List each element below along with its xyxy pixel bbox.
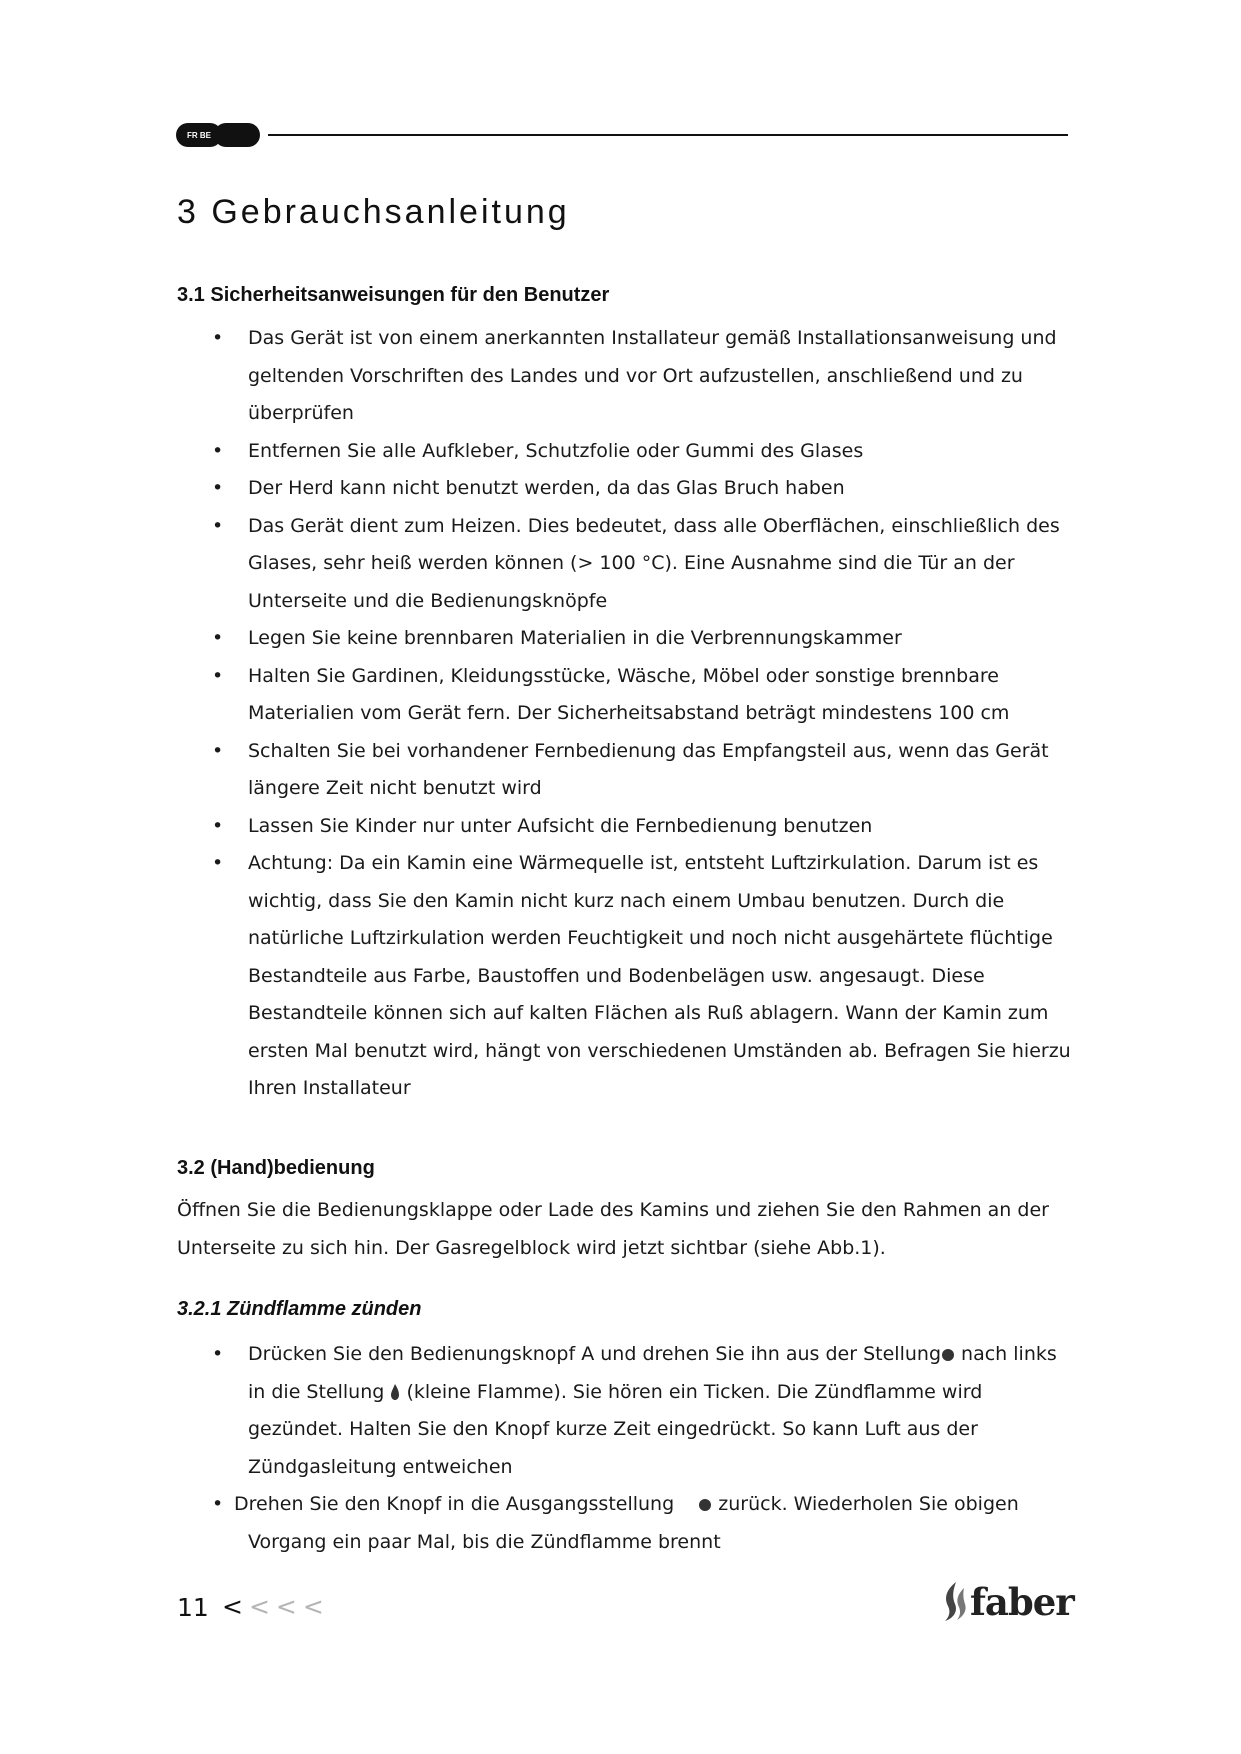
section-3-2-paragraph: Öffnen Sie die Bedienungsklappe oder Lade des Kamins und ziehen Sie den Rahmen an der Unterseite zu sich hin. Der Gasregelblock wird jetzt sichtbar (siehe Abb.1). (177, 1199, 1049, 1259)
list-item-text: Der Herd kann nicht benutzt werden, da das Glas Bruch haben (248, 477, 845, 499)
list-item (177, 320, 1077, 433)
list-item-text: Halten Sie Gardinen, Kleidungsstücke, Wäsche, Möbel oder sonstige brennbare Materialien vom Gerät fern. Der Sicherheitsabstand beträgt mindestens 100 cm (248, 664, 1010, 724)
bullet-icon: • (212, 439, 224, 462)
arrow-icon: < (302, 1592, 324, 1621)
language-badge-label: FR BE (176, 123, 222, 147)
list-item (177, 808, 1077, 846)
bullet-icon: • (212, 1343, 224, 1365)
list-item-text: Achtung: Da ein Kamin eine Wärmequelle ist, entsteht Luftzirkulation. Darum ist es wichtig, dass Sie den Kamin nicht kurz nach einem Umbau benutzen. Durch die natürliche Luftzirkulation werden Feuchtigkeit und noch nicht ausgehärtete flüchtige Bestandteile aus Farbe, Baustoffen und Bodenbelägen usw. angesaugt. Diese Bestandteile können sich auf kalten Flächen als Ruß ablagern. Wann der Kamin zum ersten Mal benutzt wird, hängt von verschiedenen Umständen ab. Befragen Sie hierzu Ihren Installateur (248, 852, 1071, 1099)
list-item-text: Das Gerät dient zum Heizen. Dies bedeutet, dass alle Oberflächen, einschließlich des Glases, sehr heiß werden können (> 100 °C). Eine Ausnahme sind die Tür an der Unterseite und die Bedienungsknöpfe (248, 514, 1060, 612)
section-3-2-heading: 3.2 (Hand)bedienung (177, 1157, 375, 1179)
brand-logo (940, 1578, 1074, 1626)
list-item (177, 1336, 1077, 1486)
bullet-icon: • (212, 514, 224, 537)
bullet-icon: • (212, 664, 224, 687)
list-item-text: Lassen Sie Kinder nur unter Aufsicht die Fernbedienung benutzen (248, 814, 873, 837)
list-item (177, 845, 1077, 1108)
list-item-text: Legen Sie keine brennbaren Materialien in die Verbrennungskammer (248, 627, 902, 649)
list-item-text: Das Gerät ist von einem anerkannten Installateur gemäß Installationsanweisung und geltenden Vorschriften des Landes und vor Ort aufzustellen, anschließend und zu überprüfen (248, 327, 1057, 424)
ignition-bullet-list (177, 1336, 1077, 1561)
list-item (177, 658, 1077, 733)
language-badge-blank (214, 123, 260, 147)
brand-name: faber (970, 1580, 1074, 1624)
page-arrows (222, 1592, 330, 1621)
bullet-icon: • (212, 814, 224, 837)
list-item-text: nach links in die Stellung (248, 1343, 1057, 1403)
off-position-icon (698, 1498, 712, 1512)
off-position-icon (941, 1348, 955, 1362)
bullet-icon: • (212, 477, 224, 499)
section-3-2-1-heading: 3.2.1 Zündflamme zünden (177, 1298, 422, 1320)
list-item-text: zurück. Wiederholen Sie obigen Vorgang ein paar Mal, bis die Zündflamme brennt (248, 1493, 1019, 1553)
bullet-icon: • (212, 327, 224, 349)
list-item-text: Schalten Sie bei vorhandener Fernbedienung das Empfangsteil aus, wenn das Gerät längere Zeit nicht benutzt wird (248, 739, 1049, 799)
list-item-text: Entfernen Sie alle Aufkleber, Schutzfolie oder Gummi des Glases (248, 439, 864, 462)
bullet-icon: • (212, 739, 224, 762)
arrow-icon: < (222, 1592, 243, 1621)
bullet-icon: • (212, 852, 224, 874)
list-item (177, 620, 1077, 658)
small-flame-icon (390, 1383, 400, 1401)
page-number: 11 (177, 1593, 209, 1622)
list-item (177, 508, 1077, 621)
header-rule (268, 134, 1068, 136)
list-item-text: Drehen Sie den Knopf in die Ausgangsstellung (234, 1493, 675, 1515)
list-item (177, 1486, 1077, 1561)
bullet-icon: • (212, 627, 224, 649)
list-item-text: Drücken Sie den Bedienungsknopf A und drehen Sie ihn aus der Stellung (248, 1343, 941, 1365)
list-item (177, 433, 1077, 471)
chapter-title: 3 Gebrauchsanleitung (177, 193, 570, 231)
safety-bullet-list (177, 320, 1077, 1108)
bullet-icon: • (212, 1493, 224, 1515)
flame-logo-icon (940, 1580, 970, 1624)
section-3-1-heading: 3.1 Sicherheitsanweisungen für den Benutzer (177, 284, 610, 306)
list-item (177, 733, 1077, 808)
arrow-icon: < (275, 1592, 297, 1621)
list-item-text: (kleine Flamme). Sie hören ein Ticken. Die Zündflamme wird gezündet. Halten Sie den Knopf kurze Zeit eingedrückt. So kann Luft aus der Zündgasleitung entweichen (248, 1380, 983, 1478)
list-item (177, 470, 1077, 508)
arrow-icon: < (248, 1592, 270, 1621)
